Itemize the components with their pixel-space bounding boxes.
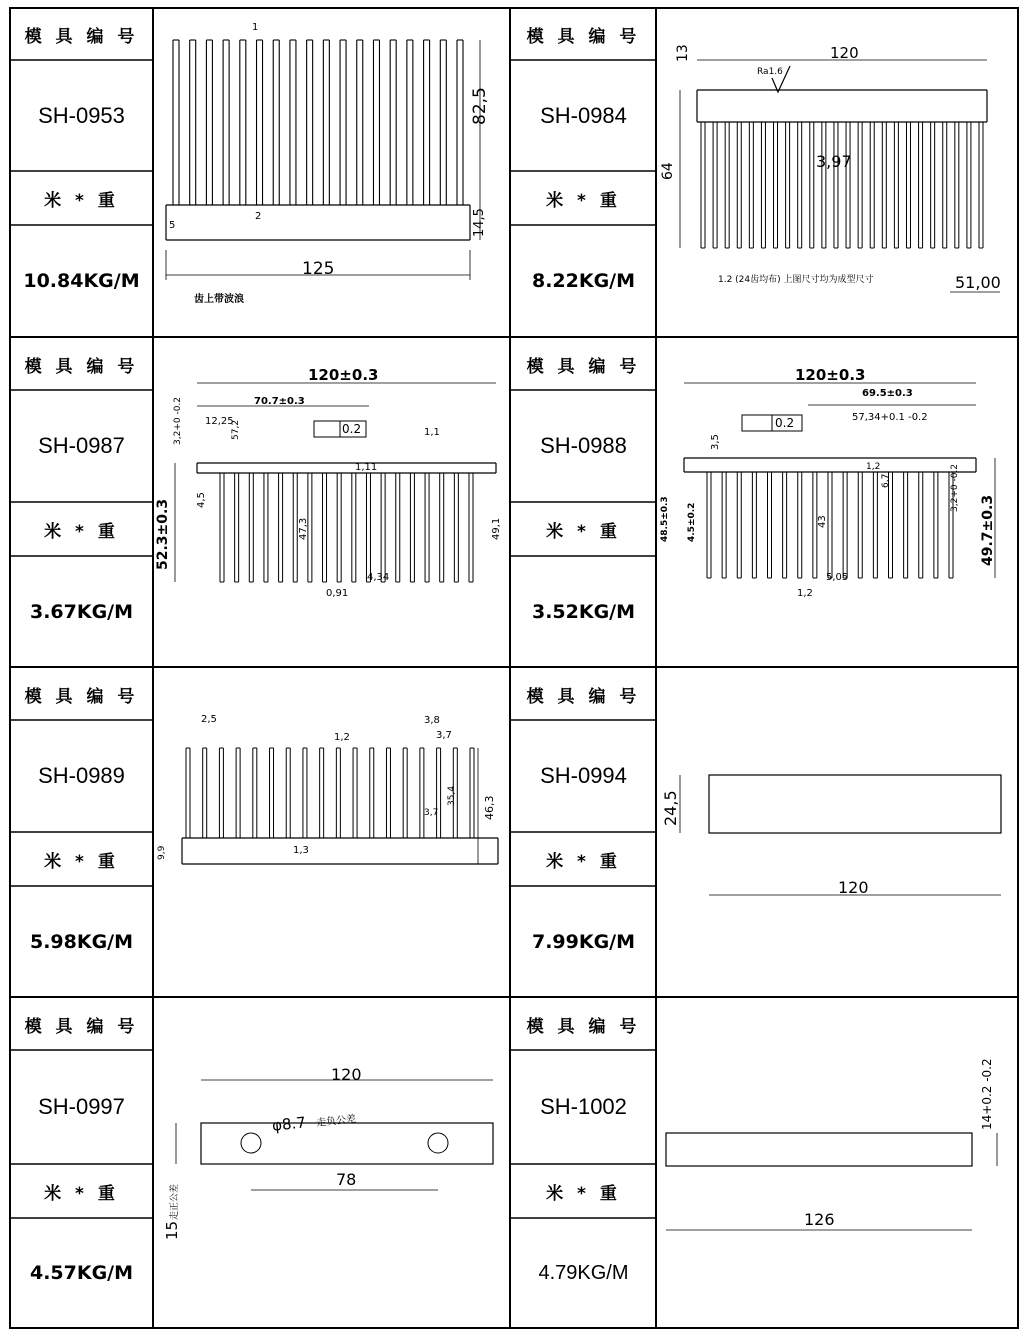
dim-text: 120 bbox=[830, 44, 859, 62]
weight-value: 10.84KG/M bbox=[23, 270, 140, 292]
profile-outline bbox=[709, 775, 1001, 833]
mold-no-label: 模 具 编 号 bbox=[24, 26, 139, 47]
dim-note: 齿上带波浪 bbox=[194, 294, 244, 305]
dim-text: 0.2 bbox=[342, 422, 362, 436]
dim-text: 3,7 bbox=[424, 808, 439, 818]
weight-value: 5.98KG/M bbox=[29, 930, 134, 953]
dim-text: 3,2+0 -0.2 bbox=[173, 396, 183, 445]
dim-text: 6,7 bbox=[881, 473, 891, 488]
dim-note: 走负公差 bbox=[315, 1113, 357, 1130]
dim-text: 5 bbox=[169, 220, 176, 231]
mold-no-label: 模 具 编 号 bbox=[526, 686, 641, 707]
weight-label: 米 * 重 bbox=[44, 521, 119, 542]
hole-circle bbox=[428, 1133, 448, 1153]
dim-text: 52.3±0.3 bbox=[155, 498, 171, 570]
weight-value: 4.57KG/M bbox=[29, 1262, 134, 1284]
weight-label: 米 * 重 bbox=[546, 851, 621, 872]
dim-text: 13 bbox=[675, 44, 691, 62]
mold-no-label: 模 具 编 号 bbox=[526, 356, 641, 377]
weight-value: 3.67KG/M bbox=[29, 600, 134, 623]
dim-text: 14+0.2 -0.2 bbox=[980, 1058, 994, 1130]
dim-text: 120 bbox=[838, 878, 869, 897]
dim-text: 1 bbox=[252, 22, 259, 33]
dim-text: 49.7±0.3 bbox=[980, 494, 996, 566]
dim-text: 82,5 bbox=[470, 87, 490, 125]
mold-code: SH-0984 bbox=[540, 102, 627, 128]
dim-text: 3,97 bbox=[816, 152, 852, 171]
dim-text: 1,2 bbox=[334, 732, 350, 743]
dim-text: 1,1 bbox=[424, 427, 440, 438]
dim-text: 57,2 bbox=[231, 419, 241, 440]
mold-no-label: 模 具 编 号 bbox=[526, 1016, 641, 1037]
dim-text: 2,5 bbox=[201, 714, 217, 725]
mold-code: SH-0989 bbox=[38, 763, 125, 788]
mold-no-label: 模 具 编 号 bbox=[24, 356, 139, 377]
dim-text: 1,3 bbox=[293, 845, 309, 856]
weight-label: 米 * 重 bbox=[44, 851, 119, 872]
dim-text: 15 bbox=[163, 1220, 181, 1240]
dim-text: 1,2 bbox=[797, 588, 813, 599]
dim-text: 4,34 bbox=[367, 572, 390, 583]
dim-text: 120±0.3 bbox=[795, 366, 866, 384]
dim-text: φ8.7 bbox=[271, 1113, 307, 1135]
weight-label: 米 * 重 bbox=[546, 1183, 621, 1204]
weight-value: 3.52KG/M bbox=[531, 600, 636, 623]
dim-note: 1.2 (24齿均布) 上图尺寸均为成型尺寸 bbox=[718, 275, 874, 285]
dim-text: 47,3 bbox=[298, 517, 309, 540]
flatness-box bbox=[742, 415, 772, 431]
dim-text: 125 bbox=[302, 259, 335, 279]
profile-outline bbox=[666, 1133, 972, 1166]
mold-code: SH-0988 bbox=[540, 433, 627, 458]
dim-text: 46,3 bbox=[483, 795, 496, 820]
flatness-box bbox=[314, 421, 340, 437]
weight-label: 米 * 重 bbox=[44, 1183, 119, 1204]
mold-no-label: 模 具 编 号 bbox=[24, 686, 139, 707]
weight-label: 米 * 重 bbox=[546, 521, 621, 542]
mold-no-label: 模 具 编 号 bbox=[24, 1016, 139, 1037]
mold-code: SH-1002 bbox=[540, 1094, 627, 1119]
hole-circle bbox=[241, 1133, 261, 1153]
dim-text: 4,5 bbox=[196, 492, 207, 508]
dim-text: 35,4 bbox=[447, 785, 457, 806]
weight-value: 8.22KG/M bbox=[531, 270, 636, 292]
dim-text: 2 bbox=[255, 211, 262, 222]
dim-text: 3,7 bbox=[436, 730, 452, 741]
dim-text: 12,25 bbox=[205, 416, 234, 427]
dim-text: 0,91 bbox=[326, 588, 349, 599]
dim-text: 126 bbox=[804, 1210, 835, 1229]
dim-text: 49,1 bbox=[491, 517, 502, 540]
mold-code: SH-0953 bbox=[38, 102, 125, 128]
mold-code: SH-0997 bbox=[38, 1094, 125, 1119]
dim-text: 70.7±0.3 bbox=[254, 396, 305, 407]
dim-text: 4.5±0.2 bbox=[687, 502, 697, 542]
weight-value: 7.99KG/M bbox=[531, 930, 636, 953]
mold-code: SH-0994 bbox=[540, 763, 627, 788]
dim-text: 1,11 bbox=[355, 462, 378, 473]
dim-text: 69.5±0.3 bbox=[862, 388, 913, 399]
dim-text: 57,34+0.1 -0.2 bbox=[852, 412, 928, 423]
dim-text: 48.5±0.3 bbox=[660, 496, 670, 542]
dim-text: 51,00 bbox=[955, 273, 1001, 292]
weight-label: 米 * 重 bbox=[44, 190, 119, 211]
weight-label: 米 * 重 bbox=[546, 190, 621, 211]
dim-text: 3,8 bbox=[424, 715, 440, 726]
mold-no-label: 模 具 编 号 bbox=[526, 26, 641, 47]
weight-value: 4.79KG/M bbox=[538, 1261, 629, 1284]
dim-text: 78 bbox=[336, 1170, 357, 1189]
dim-text: Ra1.6 bbox=[757, 67, 783, 77]
profile-outline bbox=[201, 1123, 493, 1164]
dim-text: 9,9 bbox=[157, 845, 167, 860]
dim-text: 0.2 bbox=[775, 416, 795, 430]
dim-text: 43 bbox=[817, 515, 828, 528]
dim-text: 5,05 bbox=[826, 572, 849, 583]
dim-text: 1,2 bbox=[866, 462, 881, 472]
dim-text: 24,5 bbox=[661, 790, 680, 826]
dim-text: 3,2+0 -0.2 bbox=[950, 463, 960, 512]
mold-code: SH-0987 bbox=[38, 433, 125, 458]
dim-text: 120 bbox=[331, 1065, 362, 1084]
dim-text: 3,5 bbox=[710, 434, 721, 450]
dim-text: 120±0.3 bbox=[308, 366, 379, 384]
dim-text: 14,5 bbox=[472, 208, 487, 237]
dim-text: 64 bbox=[660, 162, 676, 180]
dim-note: 走正公差 bbox=[170, 1183, 180, 1220]
